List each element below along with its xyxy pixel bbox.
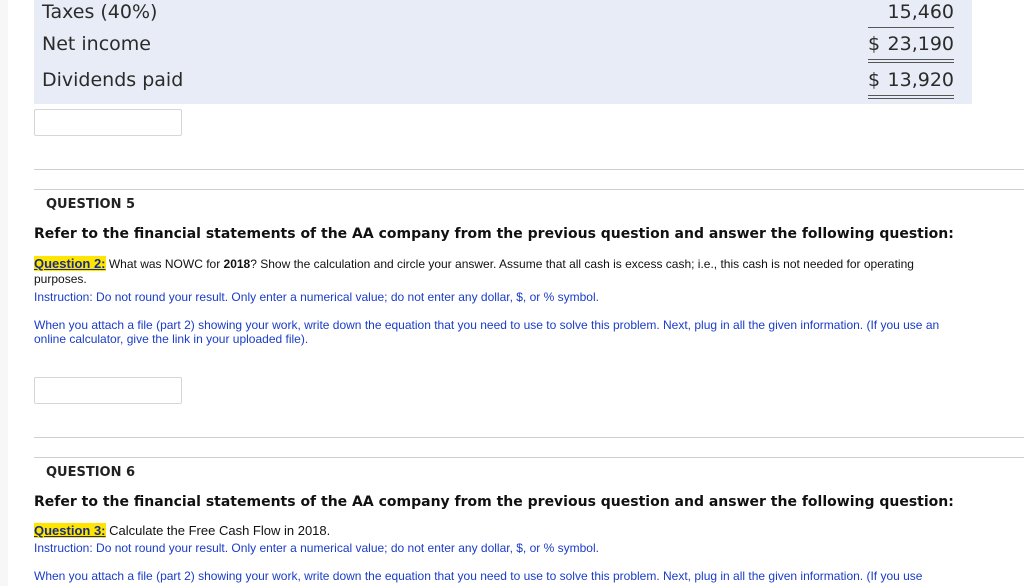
row-label: Taxes (40%) <box>42 1 158 23</box>
double-underline-rule <box>868 59 954 63</box>
divider <box>34 437 1024 438</box>
income-statement-table <box>34 0 972 104</box>
underline-rule <box>868 27 954 28</box>
instruction-text: Instruction: Do not round your result. Only enter a numerical value; do not enter any dollar, $, or % symbol. <box>34 290 599 304</box>
divider <box>34 457 1024 458</box>
row-value: $ 13,920 <box>868 69 954 91</box>
attach-note: When you attach a file (part 2) showing your work, write down the equation that you need to use to solve this problem. Next, plug in all the given information. (If you use an online calculator, give the link in your uploaded file). <box>34 318 940 346</box>
question-number: QUESTION 5 <box>46 197 136 212</box>
row-value: 15,460 <box>887 1 954 23</box>
answer-input-question-5[interactable] <box>34 377 182 404</box>
question-body: Question 3: Calculate the Free Cash Flow in 2018. <box>34 523 331 538</box>
divider <box>34 189 1024 190</box>
dollar-sign: $ <box>868 33 881 55</box>
row-label: Net income <box>42 33 151 55</box>
question-body: Question 2: What was NOWC for 2018? Show the calculation and circle your answer. Assume that all cash is excess cash; i.e., this cash is not needed for operating purposes. <box>34 256 914 286</box>
row-value: $ 23,190 <box>868 33 954 55</box>
question-title: Refer to the financial statements of the AA company from the previous question and answer the following question: <box>34 226 954 242</box>
dollar-sign: $ <box>868 69 881 91</box>
divider <box>34 169 1024 170</box>
question-title: Refer to the financial statements of the AA company from the previous question and answer the following question: <box>34 494 954 510</box>
question-tag: Question 3: <box>34 523 106 538</box>
table-row <box>34 0 972 34</box>
double-underline-rule <box>868 95 954 99</box>
question-number: QUESTION 6 <box>46 465 136 480</box>
row-label: Dividends paid <box>42 69 184 91</box>
question-tag: Question 2: <box>34 256 106 271</box>
table-row <box>34 68 972 102</box>
attach-note: When you attach a file (part 2) showing your work, write down the equation that you need to use to solve this problem. Next, plug in all the given information. (If you use <box>34 569 923 583</box>
table-row <box>34 32 972 66</box>
left-rail <box>0 0 8 586</box>
instruction-text: Instruction: Do not round your result. Only enter a numerical value; do not enter any dollar, $, or % symbol. <box>34 541 599 555</box>
answer-input-question-4[interactable] <box>34 109 182 136</box>
